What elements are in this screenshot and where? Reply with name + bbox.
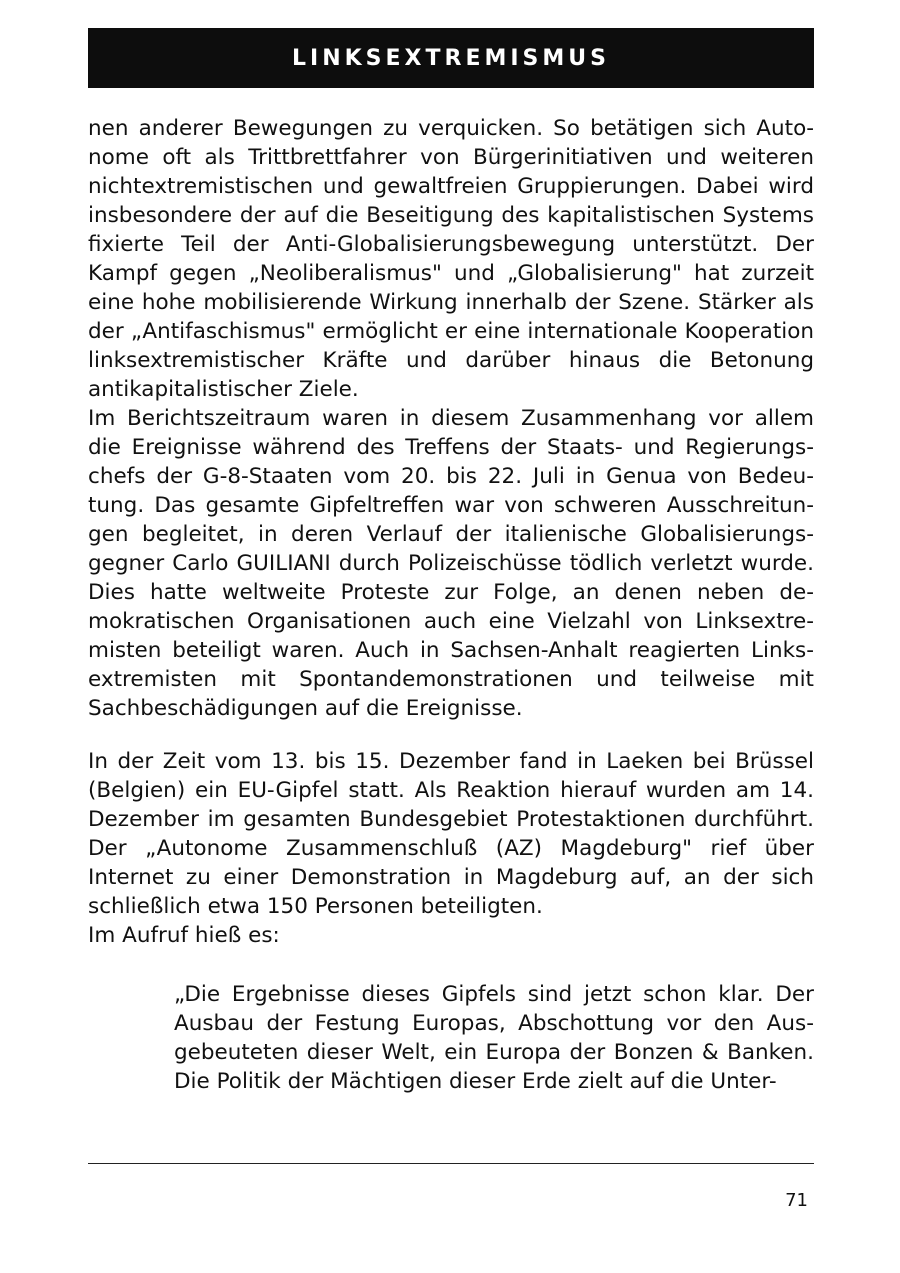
paragraph-text: nen anderer Bewegungen zu verquicken. So betätigen sich Autonome oft als Trittbrettfahrer von Bürgerinitiativen und weiteren nichtextremistischen und gewaltfreien Gruppierungen. Dabei wird insbesondere der auf die Beseitigung des kapitalistischen Systems fixierte Teil der Anti-Globalisierungsbewegung unterstützt. Der Kampf gegen „Neoliberalismus" und „Globalisierung" hat zurzeit eine hohe mobilisierende Wirkung innerhalb der Szene. Stärker als der „Antifaschismus" ermöglicht er eine internationale Kooperation linksextremistischer Kräfte und darüber hinaus die Betonung antikapitalistischer Ziele. (88, 116, 814, 402)
footer-divider (88, 1163, 814, 1164)
quote-text: „Die Ergebnisse dieses Gipfels sind jetzt schon klar. Der Ausbau der Festung Europas, Abschottung vor den Ausgebeuteten dieser Welt, ein Europa der Bonzen & Banken. Die Politik der Mächtigen dieser Erde zielt auf die Unter- (174, 982, 814, 1094)
paragraph-text: Im Berichtszeitraum waren in diesem Zusammenhang vor allem die Ereignisse während des Treffens der Staats- und Regierungschefs der G-8-Staaten vom 20. bis 22. Juli in Genua von Bedeutung. Das gesamte Gipfeltreffen war von schweren Ausschreitungen begleitet, in deren Verlauf der italienische Globalisierungsgegner Carlo GUILIANI durch Polizeischüsse tödlich verletzt wurde. Dies hatte weltweite Proteste zur Folge, an denen neben demokratischen Organisationen auch eine Vielzahl von Linksextremisten beteiligt waren. Auch in Sachsen-Anhalt reagierten Linksextremisten mit Spontandemonstrationen und teilweise mit Sachbeschädigungen auf die Ereignisse. (88, 406, 814, 721)
body-paragraph-2 (88, 404, 814, 723)
block-quote (174, 980, 814, 1096)
body-paragraph-4 (88, 921, 814, 950)
section-header (88, 28, 814, 88)
body-paragraph-1 (88, 114, 814, 404)
paragraph-text: In der Zeit vom 13. bis 15. Dezember fand in Laeken bei Brüssel (Belgien) ein EU-Gipfel statt. Als Reaktion hierauf wurden am 14. Dezember im gesamten Bundesgebiet Protestaktionen durchführt. Der „Autonome Zusammenschluß (AZ) Magdeburg" rief über Internet zu einer Demonstration in Magdeburg auf, an der sich schließlich etwa 150 Personen beteiligten. (88, 749, 814, 919)
body-paragraph-3 (88, 747, 814, 921)
paragraph-text: Im Aufruf hieß es: (88, 923, 280, 948)
section-title: LINKSEXTREMISMUS (292, 45, 610, 71)
page-number: 71 (785, 1190, 808, 1211)
